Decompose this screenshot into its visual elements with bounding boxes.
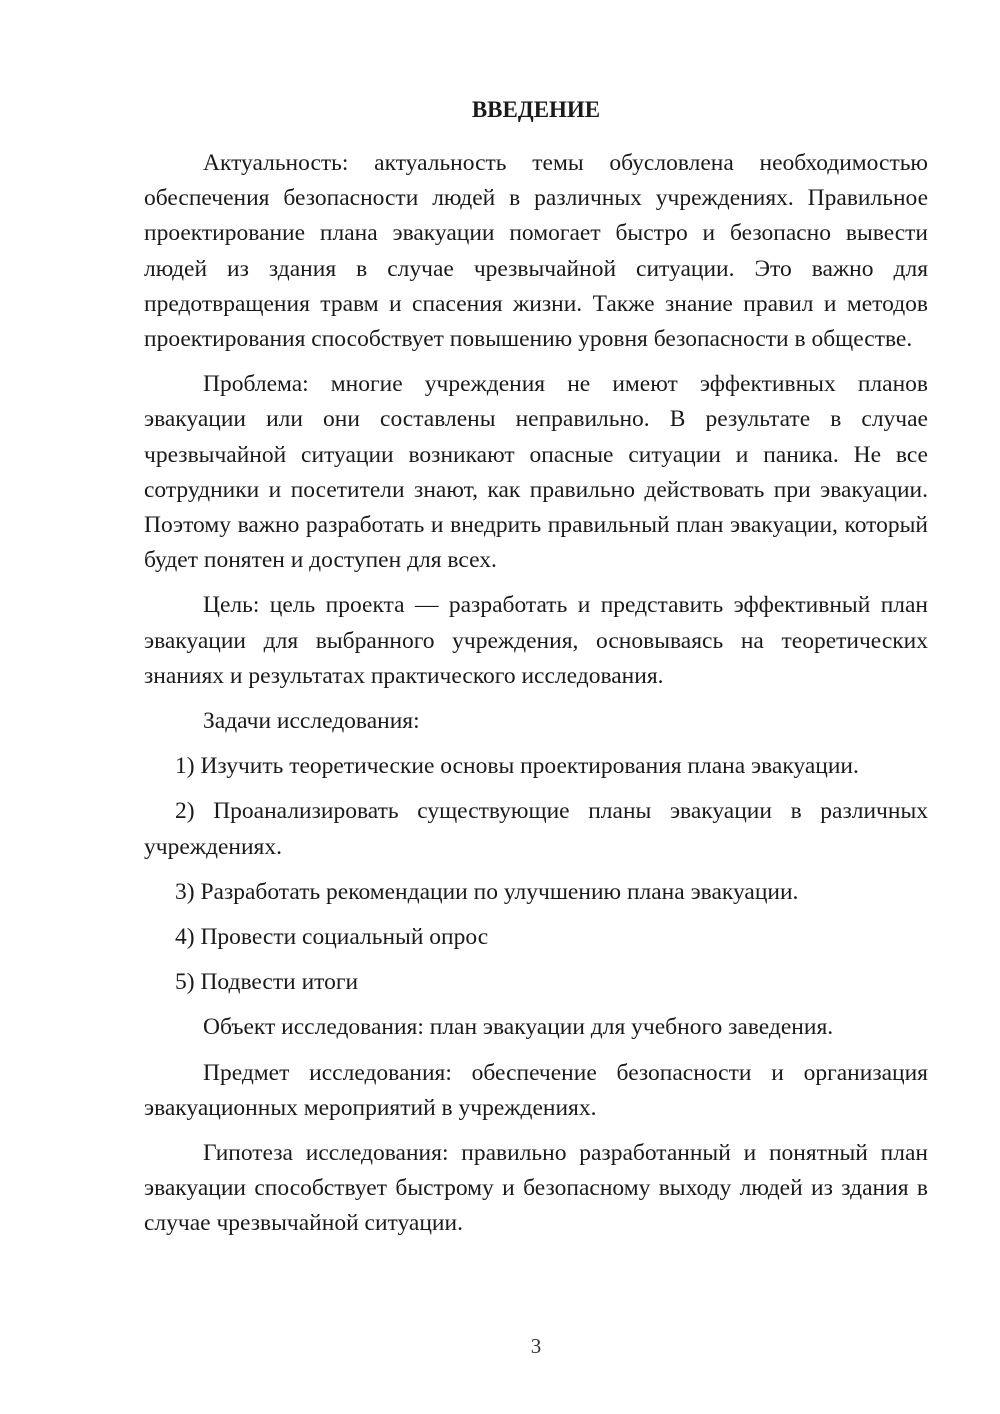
problem-paragraph: Проблема: многие учреждения не имеют эффективных планов эвакуации или они составлены неправильно. В результате в случае чрезвычайной ситуации возникают опасные ситуации и паника. Не все сотрудники и посетители знают, как правильно действовать при эвакуации. Поэтому важно разработать и внедрить правильный план эвакуации, который будет понятен и доступен для всех.: [144, 371, 928, 574]
task-item-2: 2) Проанализировать существующие планы эвакуации в различных учреждениях.: [144, 798, 928, 860]
page-number: 3: [530, 1334, 542, 1358]
page-content: [144, 94, 928, 1252]
tasks-heading: Задачи исследования:: [203, 708, 420, 735]
relevance-paragraph: Актуальность: актуальность темы обусловлена необходимостью обеспечения безопасности людей в различных учреждениях. Правильное проектирование плана эвакуации помогает быстро и безопасно вывести людей из здания в случае чрезвычайной ситуации. Это важно для предотвращения травм и спасения жизни. Также знание правил и методов проектирования способствует повышению уровня безопасности в обществе.: [144, 150, 928, 353]
task-item-5: 5) Подвести итоги: [175, 969, 359, 996]
goal-paragraph: Цель: цель проекта — разработать и представить эффективный план эвакуации для выбранного учреждения, основываясь на теоретических знаниях и результатах практического исследования.: [144, 592, 928, 689]
hypothesis-paragraph: Гипотеза исследования: правильно разработанный и понятный план эвакуации способствует быстрому и безопасному выходу людей из здания в случае чрезвычайной ситуации.: [144, 1140, 928, 1237]
object-paragraph: Объект исследования: план эвакуации для учебного заведения.: [203, 1014, 834, 1041]
subject-paragraph: Предмет исследования: обеспечение безопасности и организация эвакуационных мероприятий в учреждениях.: [144, 1059, 928, 1121]
page-title: ВВЕДЕНИЕ: [471, 97, 601, 122]
task-item-3: 3) Разработать рекомендации по улучшению плана эвакуации.: [175, 878, 799, 905]
task-item-1: 1) Изучить теоретические основы проектирования плана эвакуации.: [175, 753, 859, 780]
task-item-4: 4) Провести социальный опрос: [175, 924, 489, 951]
